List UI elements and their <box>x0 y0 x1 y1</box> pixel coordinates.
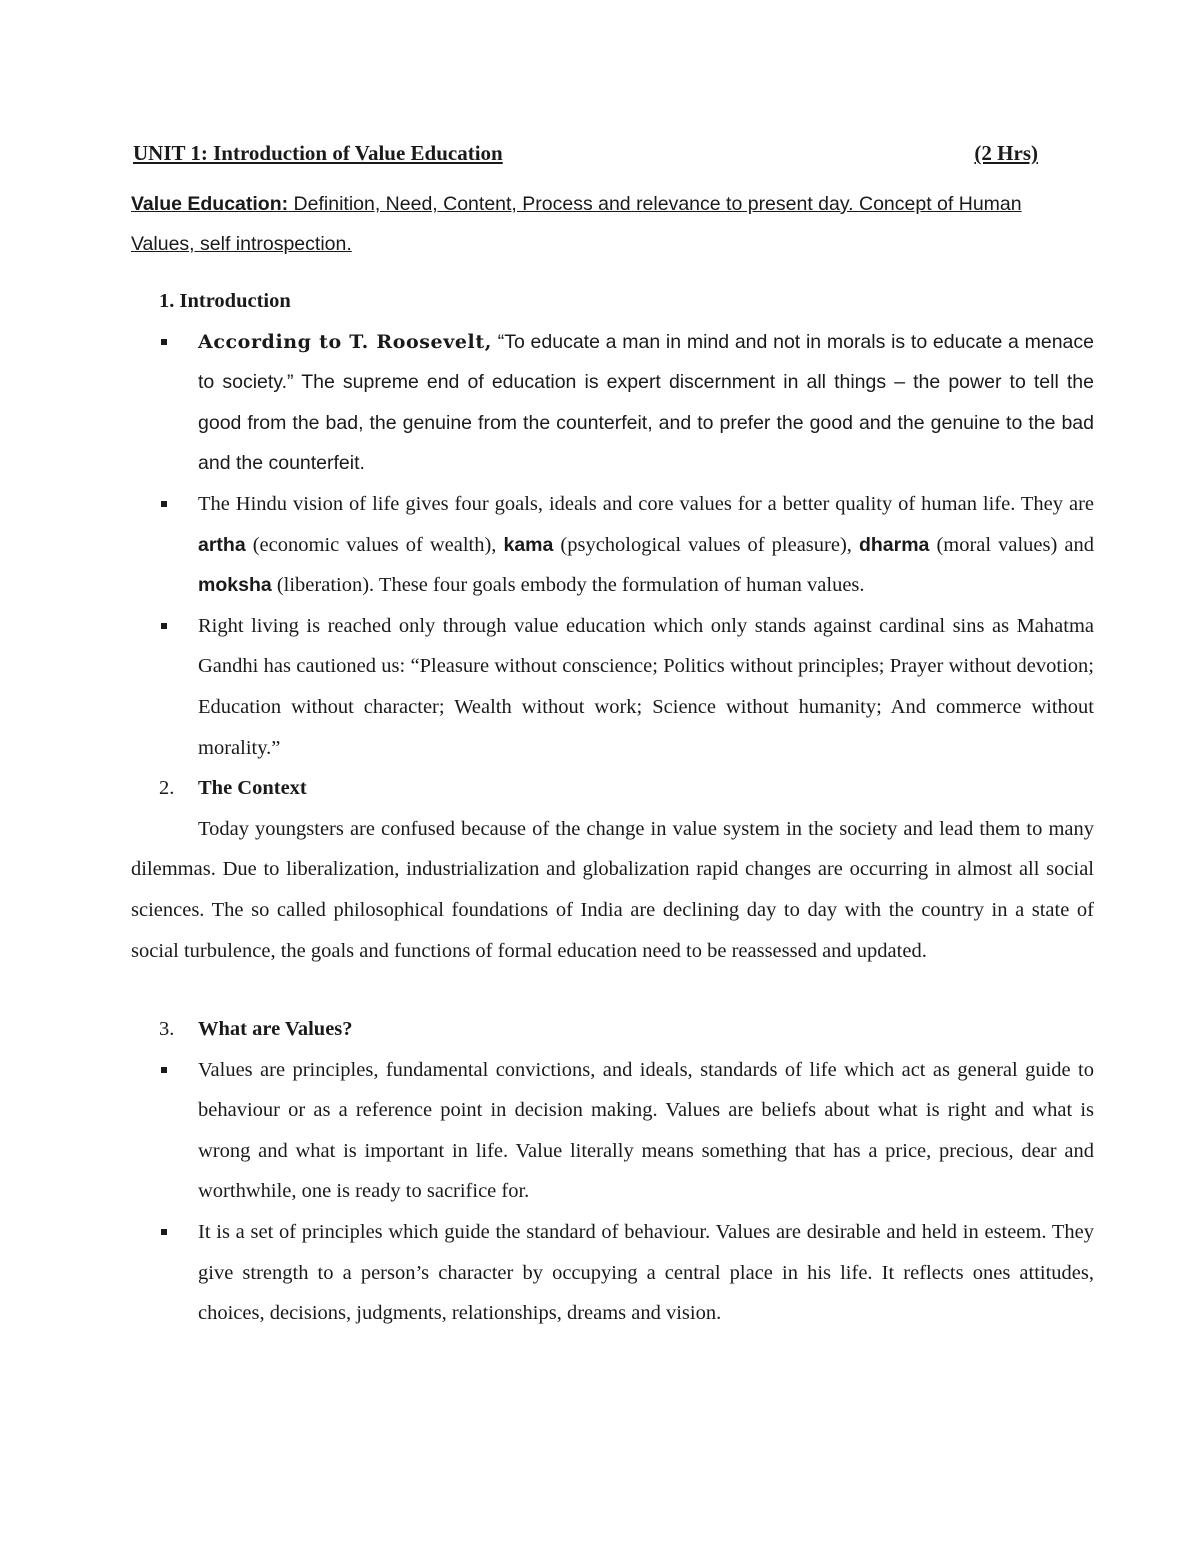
section-title: What are Values? <box>198 1018 353 1041</box>
bullet-lead: According to T. Roosevelt, <box>198 330 492 353</box>
bullet-text: (moral values) and <box>929 533 1094 556</box>
subheading-text: Definition, Need, Content, Process and relevance to present day. Concept of Human Values, self introspection. <box>131 193 1022 255</box>
section-title: The Context <box>198 777 307 800</box>
unit-title: UNIT 1: Introduction of Value Education <box>133 141 503 165</box>
term-moksha: moksha <box>198 574 272 597</box>
list-item <box>131 1212 1094 1334</box>
section-context-heading <box>131 768 1094 809</box>
section-number: 2. <box>159 777 175 800</box>
list-item <box>131 606 1094 768</box>
bullet-text: (liberation). These four goals embody the formulation of human values. <box>271 574 865 597</box>
section-spacer <box>131 971 1094 1009</box>
bullet-text: “To educate a man in mind and not in morals is to educate a menace to society.” The supreme end of education is expert discernment in all things – the power to tell the good from the bad, the genuine from the counterfeit, and to prefer the good and the genuine to the bad and the counterfeit. <box>198 330 1094 475</box>
introduction-bullet-list <box>131 322 1094 769</box>
section-values-heading <box>131 1009 1094 1050</box>
list-item <box>131 484 1094 606</box>
list-item <box>131 322 1094 484</box>
context-paragraph: Today youngsters are confused because of the change in value system in the society and lead them to many dilemmas. Due to liberalization, industrialization and globalization rapid changes are occurring in almost all social sciences. The so called philosophical foundations of India are declining day to day with the country in a state of social turbulence, the goals and functions of formal education need to be reassessed and updated. <box>131 817 1094 962</box>
unit-subheading <box>131 184 1043 264</box>
bullet-text: (economic values of wealth), <box>245 533 504 556</box>
values-bullet-list <box>131 1050 1094 1334</box>
list-item <box>131 1050 1094 1212</box>
term-kama: kama <box>503 533 554 556</box>
section-introduction-heading <box>131 281 1094 322</box>
bullet-text: Right living is reached only through value education which only stands against cardinal sins as Mahatma Gandhi has cautioned us: “Pleasure without conscience; Politics without principles; Prayer without devotion; Education without character; Wealth without work; Science without humanity; And commerce without morality.” <box>198 614 1094 759</box>
term-dharma: dharma <box>858 533 930 556</box>
section-title: 1. Introduction <box>159 290 291 312</box>
unit-header <box>133 140 1038 166</box>
subheading-label: Value Education: <box>131 193 289 215</box>
unit-hours: (2 Hrs) <box>974 141 1038 165</box>
bullet-text: The Hindu vision of life gives four goals, ideals and core values for a better quality of human life. They are <box>198 492 1094 515</box>
bullet-text: Values are principles, fundamental convictions, and ideals, standards of life which act as general guide to behaviour or as a reference point in decision making. Values are beliefs about what is right and what is wrong and what is important in life. Value literally means something that has a price, precious, dear and worthwhile, one is ready to sacrifice for. <box>198 1058 1094 1203</box>
bullet-text: It is a set of principles which guide the standard of behaviour. Values are desirable and held in esteem. They give strength to a person’s character by occupying a central place in his life. It reflects ones attitudes, choices, decisions, judgments, relationships, dreams and vision. <box>198 1221 1094 1325</box>
section-number: 3. <box>159 1018 175 1041</box>
bullet-text: (psychological values of pleasure), <box>553 533 859 556</box>
document-body <box>131 281 1094 1334</box>
term-artha: artha <box>198 533 246 556</box>
